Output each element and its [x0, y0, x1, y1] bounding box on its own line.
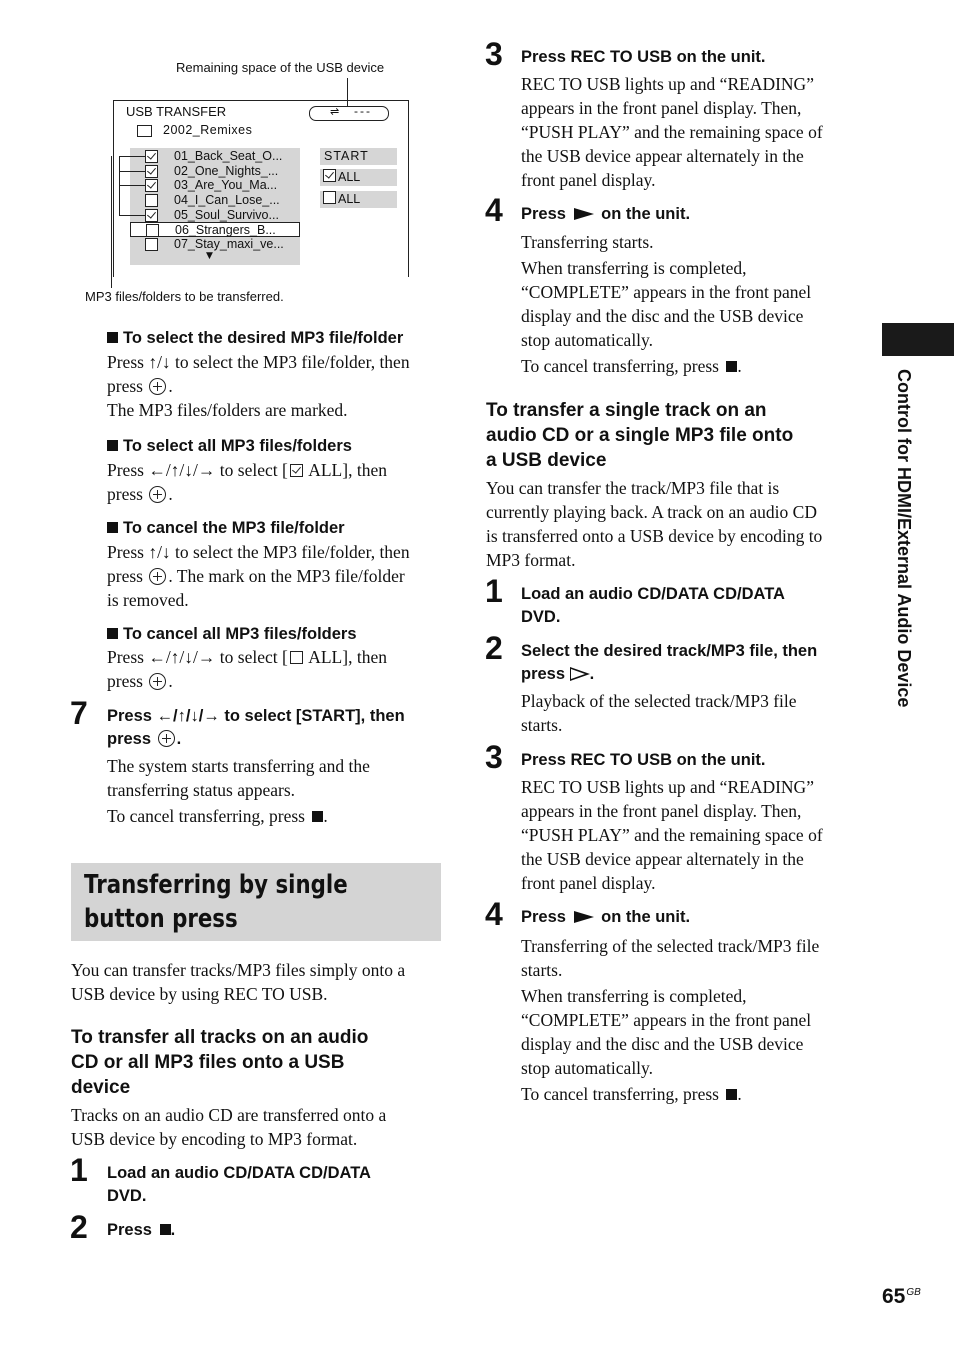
- subheading-select-file: [107, 327, 403, 349]
- play-icon: [574, 911, 594, 923]
- text-line: starts.: [521, 715, 563, 735]
- select-all-button[interactable]: [320, 169, 397, 186]
- file-row[interactable]: [130, 237, 300, 252]
- text: To cancel transferring, press: [521, 1084, 719, 1104]
- text: Press: [521, 908, 566, 926]
- text: press: [107, 671, 143, 691]
- text-line: When transferring is completed,: [521, 986, 747, 1006]
- text-line: DVD.: [521, 608, 561, 626]
- text-line: a USB device: [486, 450, 607, 471]
- paragraph: [107, 458, 387, 506]
- step-number: 3: [485, 36, 503, 72]
- text-line: “COMPLETE” appears in the front panel: [521, 1010, 812, 1030]
- page-number-value: 65: [882, 1285, 906, 1308]
- text-line: Load an audio CD/DATA CD/DATA: [107, 1164, 371, 1182]
- text-line: press .: [521, 665, 595, 683]
- text-line: To transfer a single track on an: [486, 400, 767, 421]
- text-line: To cancel transferring, press .: [521, 356, 742, 376]
- subheading-text: To select the desired MP3 file/folder: [123, 329, 404, 347]
- enter-button-icon: [158, 730, 175, 747]
- square-bullet-icon: [107, 628, 118, 639]
- checkbox-icon: [145, 194, 158, 207]
- text-line: press .: [107, 484, 173, 504]
- step-number: 2: [70, 1209, 88, 1245]
- square-bullet-icon: [107, 332, 118, 343]
- usb-space-indicator: [309, 106, 389, 121]
- text-line: display and the disc and the USB device: [521, 306, 804, 326]
- text: press: [107, 566, 143, 586]
- text-line: Playback of the selected track/MP3 file: [521, 691, 797, 711]
- text-line: [107, 458, 387, 482]
- paragraph: [521, 775, 823, 895]
- paragraph: [521, 230, 811, 378]
- usb-status: ---: [354, 104, 372, 118]
- bracket-line: [111, 156, 112, 288]
- text-line: [107, 564, 410, 588]
- text-line: appears in the front panel display. Then,: [521, 801, 802, 821]
- text-line: the USB device appear alternately in the: [521, 146, 804, 166]
- usb-icon: ⇌: [330, 106, 340, 118]
- text-line: You can transfer tracks/MP3 files simply onto a: [71, 960, 406, 980]
- checkbox-icon: [145, 165, 158, 178]
- file-row[interactable]: [130, 208, 300, 223]
- all-label: ALL: [338, 192, 361, 206]
- file-name: 07_Stay_maxi_ve...: [174, 237, 284, 251]
- text: press: [107, 730, 152, 748]
- checkbox-checked-icon: [290, 464, 303, 477]
- step-heading: Press REC TO USB on the unit.: [521, 48, 766, 66]
- folder-icon: [137, 125, 152, 137]
- text-line: CD or all MP3 files onto a USB: [71, 1052, 345, 1073]
- file-row[interactable]: [130, 193, 300, 208]
- subheading-text: To cancel all MP3 files/folders: [123, 625, 357, 643]
- text-line: starts.: [521, 960, 563, 980]
- text: press: [107, 484, 143, 504]
- file-name: 06_Strangers_B...: [175, 223, 276, 237]
- text-line: When transferring is completed,: [521, 258, 747, 278]
- file-name: 05_Soul_Survivo...: [174, 208, 279, 222]
- text-line: REC TO USB lights up and “READING”: [521, 777, 814, 797]
- text-line: press .: [107, 730, 182, 748]
- step-heading: Press .: [107, 1221, 176, 1239]
- file-row-selected[interactable]: [130, 222, 300, 237]
- text: on the unit.: [601, 205, 691, 223]
- text-line: MP3 format.: [486, 550, 576, 570]
- text-line: device: [71, 1077, 131, 1098]
- file-name: 01_Back_Seat_O...: [174, 149, 283, 163]
- text-line: Transferring of the selected track/MP3 file: [521, 936, 820, 956]
- text-line: transferring status appears.: [107, 780, 296, 800]
- text-line: Press ↑/↓ to select the MP3 file/folder, then: [107, 542, 410, 562]
- step-heading: [521, 203, 690, 226]
- text: Press: [107, 1221, 152, 1239]
- file-row[interactable]: [130, 164, 300, 179]
- screen-title: USB TRANSFER: [126, 104, 227, 119]
- start-label: START: [324, 149, 369, 163]
- text-line: the USB device appear alternately in the: [521, 849, 804, 869]
- bracket-line: [119, 156, 120, 216]
- stop-icon: [312, 811, 323, 822]
- checkbox-icon: [145, 238, 158, 251]
- stop-icon: [160, 1224, 171, 1235]
- text-line: press .: [107, 671, 173, 691]
- text-line: stop automatically.: [521, 330, 654, 350]
- section-heading: [71, 1025, 368, 1100]
- subheading-text: To cancel the MP3 file/folder: [123, 519, 345, 537]
- play-icon: [574, 208, 594, 220]
- checkbox-checked-icon: [323, 169, 336, 182]
- play-outline-icon: [570, 667, 590, 681]
- text-line: Load an audio CD/DATA CD/DATA: [521, 585, 785, 603]
- stop-icon: [726, 361, 737, 372]
- text-line: appears in the front panel display. Then,: [521, 98, 802, 118]
- subheading-cancel-all: [107, 623, 357, 645]
- text-line: To cancel transferring, press .: [521, 1084, 742, 1104]
- text: To cancel transferring, press: [521, 356, 719, 376]
- paragraph: [71, 958, 405, 1006]
- text: . The mark on the MP3 file/folder: [168, 566, 405, 586]
- file-row[interactable]: [130, 178, 300, 193]
- subheading-select-all: [107, 435, 352, 457]
- square-bullet-icon: [107, 440, 118, 451]
- paragraph: [486, 476, 822, 572]
- checkbox-icon: [145, 150, 158, 163]
- step-heading: [521, 640, 817, 686]
- text-line: display and the disc and the USB device: [521, 1034, 804, 1054]
- file-name: 02_One_Nights_...: [174, 164, 279, 178]
- paragraph: [107, 540, 410, 612]
- text-line: is transferred onto a USB device by encoding to: [486, 526, 823, 546]
- text: ALL], then: [308, 647, 387, 667]
- page-suffix: GB: [906, 1287, 921, 1298]
- text-line: “COMPLETE” appears in the front panel: [521, 282, 812, 302]
- text-line: “PUSH PLAY” and the remaining space of: [521, 825, 823, 845]
- text: Press ←/↑/↓/→ to select [: [107, 647, 288, 667]
- file-name: 03_Are_You_Ma...: [174, 178, 278, 192]
- text-line: front panel display.: [521, 873, 656, 893]
- step-number: 1: [485, 573, 503, 609]
- step-number: 2: [485, 630, 503, 666]
- step-heading: [521, 583, 785, 629]
- subheading-text: To select all MP3 files/folders: [123, 437, 352, 455]
- square-bullet-icon: [107, 522, 118, 533]
- text: Press ←/↑/↓/→ to select [: [107, 460, 288, 480]
- step-number: 3: [485, 739, 503, 775]
- text-line: REC TO USB lights up and “READING”: [521, 74, 814, 94]
- callout-files-to-transfer: MP3 files/folders to be transferred.: [85, 289, 284, 304]
- text-line: USB device by using REC TO USB.: [71, 984, 328, 1004]
- text-line: Tracks on an audio CD are transferred onto a: [71, 1105, 387, 1125]
- text-line: Transferring starts.: [521, 232, 654, 252]
- enter-button-icon: [149, 673, 166, 690]
- scroll-down-icon: ▼: [206, 251, 213, 261]
- page-number: [882, 1285, 921, 1309]
- text-line: To transfer all tracks on an audio: [71, 1027, 369, 1048]
- text-line: is removed.: [107, 590, 189, 610]
- step-number: 7: [70, 695, 88, 731]
- text-line: stop automatically.: [521, 1058, 654, 1078]
- text-line: Press ↑/↓ to select the MP3 file/folder, then: [107, 352, 410, 372]
- text-line: press .: [107, 376, 173, 396]
- text-line: You can transfer the track/MP3 file that is: [486, 478, 780, 498]
- text-line: DVD.: [107, 1187, 147, 1205]
- side-tab-label: Control for HDMI/External Audio Device: [894, 369, 914, 708]
- text-line: To cancel transferring, press .: [107, 806, 328, 826]
- enter-button-icon: [149, 486, 166, 503]
- section-heading: [486, 398, 793, 473]
- text-line: [107, 645, 387, 669]
- paragraph: [107, 350, 410, 422]
- text-line: The system starts transferring and the: [107, 756, 370, 776]
- text: press: [107, 376, 143, 396]
- checkbox-empty-icon: [323, 191, 336, 204]
- paragraph: [521, 689, 797, 737]
- enter-button-icon: [149, 378, 166, 395]
- step-heading: [107, 705, 405, 751]
- paragraph: [521, 934, 819, 1106]
- text: ALL], then: [308, 460, 387, 480]
- deselect-all-button[interactable]: [320, 191, 397, 208]
- text-line: The MP3 files/folders are marked.: [107, 400, 348, 420]
- file-name: 04_I_Can_Lose_...: [174, 193, 280, 207]
- text-line: “PUSH PLAY” and the remaining space of: [521, 122, 823, 142]
- step-heading: Press REC TO USB on the unit.: [521, 751, 766, 769]
- step-heading: [107, 1162, 371, 1208]
- file-row[interactable]: [130, 149, 300, 164]
- start-button[interactable]: [320, 148, 397, 165]
- text-line: USB device by encoding to MP3 format.: [71, 1129, 358, 1149]
- checkbox-icon: [146, 224, 159, 237]
- step-heading: [521, 906, 690, 929]
- step-number: 4: [485, 192, 503, 228]
- text: press: [521, 665, 566, 683]
- text-line: Press ←/↑/↓/→ to select [START], then: [107, 707, 405, 725]
- paragraph: [107, 754, 370, 828]
- text: To cancel transferring, press: [107, 806, 305, 826]
- checkbox-empty-icon: [290, 651, 303, 664]
- checkbox-icon: [145, 179, 158, 192]
- side-tab-marker: [882, 323, 954, 356]
- subheading-cancel-file: [107, 517, 345, 539]
- text: on the unit.: [601, 908, 691, 926]
- paragraph: [71, 1103, 386, 1151]
- checkbox-icon: [145, 209, 158, 222]
- paragraph: [107, 645, 387, 693]
- callout-remaining-space: Remaining space of the USB device: [176, 60, 385, 75]
- text-line: front panel display.: [521, 170, 656, 190]
- text-line: currently playing back. A track on an audio CD: [486, 502, 817, 522]
- text-line: audio CD or a single MP3 file onto: [486, 425, 794, 446]
- section-title: Transferring by single button press: [84, 870, 348, 934]
- paragraph: [521, 72, 823, 192]
- stop-icon: [726, 1089, 737, 1100]
- enter-button-icon: [149, 568, 166, 585]
- text: Press: [521, 205, 566, 223]
- folder-name: 2002_Remixes: [163, 123, 253, 137]
- text-line: Select the desired track/MP3 file, then: [521, 642, 818, 660]
- step-number: 4: [485, 896, 503, 932]
- step-number: 1: [70, 1152, 88, 1188]
- all-label: ALL: [338, 170, 361, 184]
